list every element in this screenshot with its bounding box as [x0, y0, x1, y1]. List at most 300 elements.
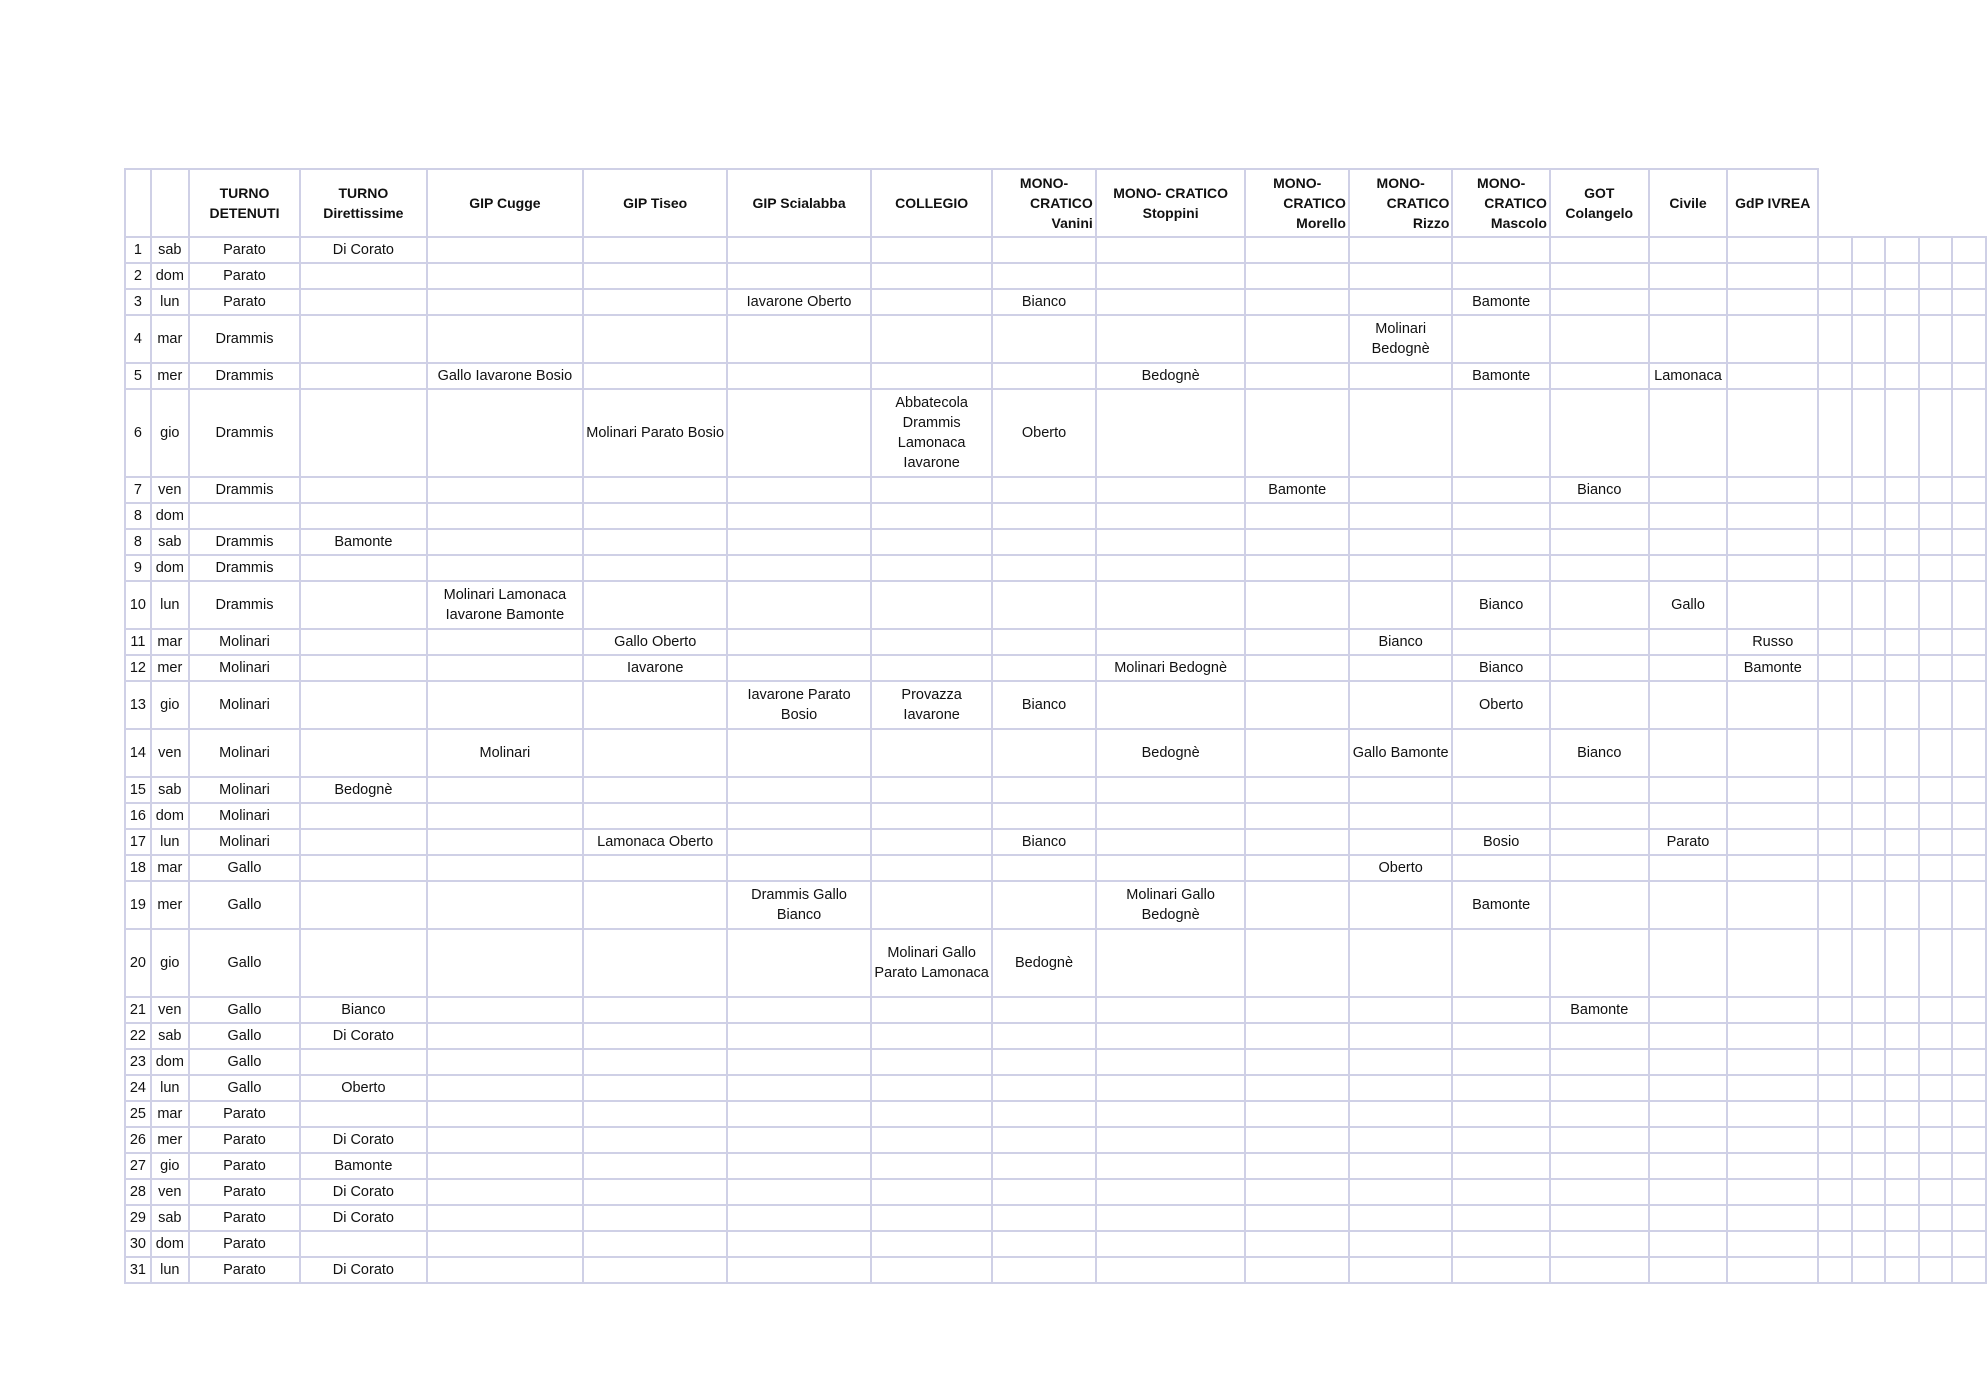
empty-cell [1952, 777, 1986, 803]
cell-monocratico-vanini [992, 655, 1095, 681]
cell-monocratico-vanini [992, 1205, 1095, 1231]
cell-monocratico-morello [1245, 881, 1348, 929]
empty-cell [1818, 803, 1852, 829]
cell-gdp-ivrea [1727, 581, 1818, 629]
cell-civile [1649, 1101, 1728, 1127]
cell-gip-cugge [427, 829, 584, 855]
day-of-week: dom [151, 263, 189, 289]
schedule-table [124, 168, 1987, 1284]
cell-civile [1649, 729, 1728, 777]
day-of-week: sab [151, 1023, 189, 1049]
header-line: MONO- [1477, 175, 1526, 191]
cell-monocratico-stoppini: Bedognè [1096, 729, 1246, 777]
cell-turno-detenuti: Drammis [189, 555, 300, 581]
empty-cell [1885, 581, 1919, 629]
header-line: Mascolo [1490, 215, 1547, 231]
cell-civile [1649, 1023, 1728, 1049]
empty-cell [1919, 1023, 1953, 1049]
cell-gip-tiseo [583, 1049, 727, 1075]
cell-monocratico-stoppini [1096, 1101, 1246, 1127]
empty-cell [1885, 1049, 1919, 1075]
cell-monocratico-stoppini [1096, 389, 1246, 477]
header-line: Morello [1296, 215, 1346, 231]
cell-gip-cugge [427, 315, 584, 363]
cell-monocratico-morello [1245, 389, 1348, 477]
cell-gip-scialabba: Iavarone Oberto [727, 289, 871, 315]
empty-cell [1852, 1153, 1886, 1179]
day-of-week: mer [151, 1127, 189, 1153]
cell-turno-detenuti: Drammis [189, 529, 300, 555]
cell-turno-direttissime [300, 729, 426, 777]
header-line: COLLEGIO [895, 195, 969, 211]
empty-cell [1852, 681, 1886, 729]
empty-cell [1818, 829, 1852, 855]
cell-gdp-ivrea [1727, 1179, 1818, 1205]
empty-cell [1818, 1127, 1852, 1153]
cell-gip-cugge [427, 1205, 584, 1231]
cell-gip-scialabba [727, 1153, 871, 1179]
cell-collegio [871, 315, 992, 363]
cell-turno-detenuti: Parato [189, 1205, 300, 1231]
cell-monocratico-rizzo: Gallo Bamonte [1349, 729, 1452, 777]
cell-gdp-ivrea [1727, 529, 1818, 555]
cell-gip-cugge [427, 1257, 584, 1283]
empty-cell [1885, 855, 1919, 881]
empty-cell [1952, 1101, 1986, 1127]
cell-gip-tiseo [583, 855, 727, 881]
cell-turno-direttissime: Di Corato [300, 237, 426, 263]
empty-cell [1919, 363, 1953, 389]
cell-got-colangelo [1550, 1257, 1649, 1283]
empty-cell [1885, 1179, 1919, 1205]
cell-gdp-ivrea [1727, 555, 1818, 581]
header-empty [1852, 169, 1886, 237]
cell-gip-scialabba [727, 263, 871, 289]
cell-civile [1649, 263, 1728, 289]
cell-collegio [871, 803, 992, 829]
row-number: 25 [125, 1101, 151, 1127]
table-row [125, 1257, 1986, 1283]
cell-civile [1649, 803, 1728, 829]
empty-cell [1952, 1231, 1986, 1257]
cell-civile [1649, 681, 1728, 729]
day-of-week: dom [151, 1049, 189, 1075]
cell-turno-direttissime [300, 629, 426, 655]
row-number: 3 [125, 289, 151, 315]
cell-monocratico-morello [1245, 855, 1348, 881]
cell-gip-tiseo: Gallo Oberto [583, 629, 727, 655]
header-line: TURNO [338, 185, 389, 201]
day-of-week: gio [151, 929, 189, 997]
cell-gip-tiseo [583, 363, 727, 389]
cell-got-colangelo: Bamonte [1550, 997, 1649, 1023]
empty-cell [1952, 1127, 1986, 1153]
cell-gip-cugge [427, 237, 584, 263]
empty-cell [1852, 777, 1886, 803]
empty-cell [1818, 289, 1852, 315]
cell-monocratico-rizzo [1349, 1127, 1452, 1153]
cell-turno-direttissime: Bamonte [300, 1153, 426, 1179]
row-number: 14 [125, 729, 151, 777]
cell-collegio [871, 363, 992, 389]
cell-civile [1649, 777, 1728, 803]
cell-monocratico-mascolo [1452, 315, 1550, 363]
cell-gip-scialabba [727, 315, 871, 363]
header-line: Stoppini [1142, 205, 1199, 221]
day-of-week: mer [151, 363, 189, 389]
cell-gip-cugge [427, 997, 584, 1023]
cell-monocratico-stoppini [1096, 1153, 1246, 1179]
empty-cell [1952, 1153, 1986, 1179]
empty-cell [1885, 929, 1919, 997]
cell-monocratico-rizzo [1349, 1075, 1452, 1101]
cell-monocratico-rizzo [1349, 881, 1452, 929]
header-empty [1919, 169, 1953, 237]
cell-got-colangelo [1550, 555, 1649, 581]
cell-gdp-ivrea [1727, 237, 1818, 263]
cell-monocratico-rizzo [1349, 1257, 1452, 1283]
cell-got-colangelo [1550, 1179, 1649, 1205]
cell-gip-scialabba [727, 777, 871, 803]
header-line: MONO- CRATICO [1113, 185, 1229, 201]
cell-civile [1649, 997, 1728, 1023]
cell-monocratico-vanini [992, 997, 1095, 1023]
empty-cell [1952, 655, 1986, 681]
cell-monocratico-rizzo [1349, 1179, 1452, 1205]
empty-cell [1852, 1231, 1886, 1257]
empty-cell [1952, 729, 1986, 777]
header-line: Vanini [1051, 215, 1093, 231]
empty-cell [1818, 581, 1852, 629]
header-empty [1818, 169, 1852, 237]
empty-cell [1818, 389, 1852, 477]
header-row [125, 169, 1986, 237]
cell-monocratico-stoppini [1096, 1127, 1246, 1153]
empty-cell [1885, 1257, 1919, 1283]
cell-monocratico-rizzo [1349, 1101, 1452, 1127]
empty-cell [1818, 363, 1852, 389]
cell-gip-tiseo [583, 681, 727, 729]
cell-turno-direttissime [300, 655, 426, 681]
cell-civile [1649, 503, 1728, 529]
day-of-week: mar [151, 315, 189, 363]
cell-gdp-ivrea: Bamonte [1727, 655, 1818, 681]
cell-monocratico-vanini: Bianco [992, 289, 1095, 315]
day-of-week: lun [151, 289, 189, 315]
cell-civile [1649, 855, 1728, 881]
cell-gip-tiseo [583, 729, 727, 777]
cell-got-colangelo [1550, 1127, 1649, 1153]
header-line: GIP Scialabba [752, 195, 846, 211]
cell-collegio [871, 1049, 992, 1075]
cell-civile [1649, 629, 1728, 655]
header-line: Rizzo [1412, 215, 1450, 231]
cell-monocratico-mascolo [1452, 729, 1550, 777]
cell-turno-direttissime [300, 315, 426, 363]
empty-cell [1919, 997, 1953, 1023]
cell-monocratico-vanini [992, 263, 1095, 289]
cell-turno-direttissime: Di Corato [300, 1127, 426, 1153]
cell-turno-direttissime [300, 581, 426, 629]
cell-collegio [871, 1153, 992, 1179]
cell-monocratico-morello [1245, 1231, 1348, 1257]
cell-monocratico-vanini [992, 855, 1095, 881]
empty-cell [1885, 289, 1919, 315]
day-of-week: sab [151, 237, 189, 263]
cell-turno-direttissime: Bedognè [300, 777, 426, 803]
cell-monocratico-stoppini: Molinari Bedognè [1096, 655, 1246, 681]
header-monocratico-stoppini [1096, 169, 1246, 237]
empty-cell [1952, 1075, 1986, 1101]
cell-monocratico-vanini [992, 1179, 1095, 1205]
cell-gip-cugge [427, 1075, 584, 1101]
empty-cell [1885, 503, 1919, 529]
empty-cell [1818, 929, 1852, 997]
cell-monocratico-stoppini [1096, 503, 1246, 529]
cell-gip-cugge [427, 655, 584, 681]
cell-gip-tiseo [583, 289, 727, 315]
cell-turno-direttissime: Bianco [300, 997, 426, 1023]
cell-turno-direttissime: Di Corato [300, 1179, 426, 1205]
cell-collegio [871, 1101, 992, 1127]
row-number: 9 [125, 555, 151, 581]
cell-monocratico-mascolo [1452, 1231, 1550, 1257]
cell-monocratico-rizzo [1349, 503, 1452, 529]
empty-cell [1852, 1179, 1886, 1205]
cell-turno-detenuti: Drammis [189, 389, 300, 477]
cell-turno-direttissime [300, 263, 426, 289]
empty-cell [1919, 829, 1953, 855]
cell-collegio: Molinari Gallo Parato Lamonaca [871, 929, 992, 997]
cell-turno-detenuti: Drammis [189, 477, 300, 503]
day-of-week: lun [151, 1075, 189, 1101]
table-body [125, 237, 1986, 1283]
empty-cell [1885, 1101, 1919, 1127]
row-number: 28 [125, 1179, 151, 1205]
table-row [125, 855, 1986, 881]
cell-civile [1649, 655, 1728, 681]
cell-gip-cugge [427, 1101, 584, 1127]
cell-monocratico-rizzo [1349, 581, 1452, 629]
cell-monocratico-vanini [992, 477, 1095, 503]
cell-monocratico-rizzo [1349, 289, 1452, 315]
cell-gip-cugge [427, 529, 584, 555]
cell-monocratico-morello [1245, 289, 1348, 315]
empty-cell [1885, 881, 1919, 929]
empty-cell [1919, 655, 1953, 681]
cell-monocratico-vanini: Bianco [992, 829, 1095, 855]
cell-gdp-ivrea [1727, 777, 1818, 803]
empty-cell [1885, 1023, 1919, 1049]
cell-turno-direttissime [300, 803, 426, 829]
cell-civile [1649, 1127, 1728, 1153]
empty-cell [1952, 1023, 1986, 1049]
cell-monocratico-stoppini: Molinari Gallo Bedognè [1096, 881, 1246, 929]
cell-gip-tiseo [583, 881, 727, 929]
cell-monocratico-mascolo [1452, 1153, 1550, 1179]
empty-cell [1919, 263, 1953, 289]
header-line: GIP Cugge [469, 195, 541, 211]
table-row [125, 555, 1986, 581]
empty-cell [1885, 1075, 1919, 1101]
empty-cell [1818, 1075, 1852, 1101]
cell-turno-direttissime [300, 555, 426, 581]
cell-gip-scialabba [727, 929, 871, 997]
cell-gip-cugge [427, 1179, 584, 1205]
cell-got-colangelo [1550, 529, 1649, 555]
cell-got-colangelo [1550, 1205, 1649, 1231]
row-number: 20 [125, 929, 151, 997]
empty-cell [1885, 1153, 1919, 1179]
cell-monocratico-mascolo: Bamonte [1452, 363, 1550, 389]
cell-turno-direttissime [300, 1101, 426, 1127]
cell-turno-direttissime [300, 503, 426, 529]
cell-turno-detenuti: Gallo [189, 881, 300, 929]
table-row [125, 529, 1986, 555]
cell-gip-scialabba: Iavarone Parato Bosio [727, 681, 871, 729]
header-line: MONO- [1376, 175, 1425, 191]
cell-monocratico-mascolo [1452, 1205, 1550, 1231]
table-row [125, 1049, 1986, 1075]
cell-monocratico-vanini [992, 629, 1095, 655]
empty-cell [1952, 581, 1986, 629]
cell-gip-cugge [427, 629, 584, 655]
cell-gip-tiseo: Iavarone [583, 655, 727, 681]
cell-monocratico-rizzo [1349, 363, 1452, 389]
cell-monocratico-mascolo [1452, 1179, 1550, 1205]
cell-gip-cugge [427, 681, 584, 729]
table-row [125, 997, 1986, 1023]
empty-cell [1885, 777, 1919, 803]
cell-collegio [871, 555, 992, 581]
cell-monocratico-stoppini [1096, 997, 1246, 1023]
cell-gip-tiseo [583, 929, 727, 997]
cell-monocratico-rizzo [1349, 263, 1452, 289]
cell-turno-detenuti: Drammis [189, 363, 300, 389]
cell-turno-direttissime [300, 389, 426, 477]
cell-monocratico-stoppini [1096, 1205, 1246, 1231]
cell-got-colangelo [1550, 1075, 1649, 1101]
header-turno-detenuti [189, 169, 300, 237]
table-row [125, 655, 1986, 681]
cell-monocratico-morello [1245, 1179, 1348, 1205]
cell-monocratico-mascolo: Bianco [1452, 581, 1550, 629]
cell-collegio [871, 629, 992, 655]
cell-monocratico-mascolo [1452, 555, 1550, 581]
cell-got-colangelo [1550, 881, 1649, 929]
row-number: 27 [125, 1153, 151, 1179]
cell-monocratico-stoppini [1096, 803, 1246, 829]
day-of-week: dom [151, 503, 189, 529]
cell-gip-tiseo [583, 503, 727, 529]
empty-cell [1919, 777, 1953, 803]
cell-gip-tiseo [583, 477, 727, 503]
cell-monocratico-mascolo [1452, 855, 1550, 881]
cell-monocratico-stoppini [1096, 529, 1246, 555]
cell-monocratico-stoppini [1096, 1049, 1246, 1075]
cell-monocratico-mascolo: Oberto [1452, 681, 1550, 729]
empty-cell [1818, 503, 1852, 529]
cell-gdp-ivrea [1727, 681, 1818, 729]
cell-turno-detenuti: Parato [189, 263, 300, 289]
cell-monocratico-morello: Bamonte [1245, 477, 1348, 503]
empty-cell [1919, 1257, 1953, 1283]
cell-collegio: Abbatecola Drammis Lamonaca Iavarone [871, 389, 992, 477]
empty-cell [1885, 1127, 1919, 1153]
cell-got-colangelo: Bianco [1550, 729, 1649, 777]
empty-cell [1852, 829, 1886, 855]
cell-monocratico-vanini [992, 1257, 1095, 1283]
empty-cell [1852, 363, 1886, 389]
cell-turno-detenuti: Molinari [189, 829, 300, 855]
row-number: 6 [125, 389, 151, 477]
cell-got-colangelo [1550, 803, 1649, 829]
cell-turno-detenuti [189, 503, 300, 529]
cell-turno-direttissime [300, 681, 426, 729]
empty-cell [1852, 477, 1886, 503]
empty-cell [1818, 1101, 1852, 1127]
cell-got-colangelo [1550, 363, 1649, 389]
header-line: CRATICO [1386, 195, 1450, 211]
empty-cell [1818, 1179, 1852, 1205]
cell-gdp-ivrea [1727, 477, 1818, 503]
table-row [125, 315, 1986, 363]
cell-gip-tiseo [583, 1205, 727, 1231]
cell-monocratico-stoppini [1096, 263, 1246, 289]
empty-cell [1818, 237, 1852, 263]
cell-gdp-ivrea [1727, 389, 1818, 477]
empty-cell [1952, 803, 1986, 829]
cell-turno-direttissime [300, 829, 426, 855]
cell-civile [1649, 1049, 1728, 1075]
empty-cell [1852, 529, 1886, 555]
cell-gip-scialabba [727, 555, 871, 581]
cell-monocratico-morello [1245, 1205, 1348, 1231]
empty-cell [1919, 1127, 1953, 1153]
empty-cell [1818, 729, 1852, 777]
empty-cell [1952, 555, 1986, 581]
empty-cell [1818, 855, 1852, 881]
cell-gip-cugge: Gallo Iavarone Bosio [427, 363, 584, 389]
cell-gip-cugge [427, 289, 584, 315]
cell-monocratico-stoppini [1096, 581, 1246, 629]
empty-cell [1919, 681, 1953, 729]
cell-monocratico-vanini [992, 363, 1095, 389]
cell-monocratico-morello [1245, 997, 1348, 1023]
table-row [125, 1153, 1986, 1179]
cell-monocratico-rizzo [1349, 555, 1452, 581]
cell-turno-detenuti: Molinari [189, 655, 300, 681]
empty-cell [1919, 503, 1953, 529]
cell-got-colangelo [1550, 1231, 1649, 1257]
empty-cell [1852, 263, 1886, 289]
cell-monocratico-mascolo [1452, 503, 1550, 529]
cell-got-colangelo [1550, 929, 1649, 997]
cell-gip-scialabba [727, 855, 871, 881]
day-of-week: mar [151, 1101, 189, 1127]
cell-gip-scialabba [727, 237, 871, 263]
cell-gip-cugge [427, 477, 584, 503]
cell-gdp-ivrea [1727, 363, 1818, 389]
cell-gip-scialabba [727, 829, 871, 855]
cell-monocratico-vanini [992, 581, 1095, 629]
cell-monocratico-morello [1245, 315, 1348, 363]
day-of-week: sab [151, 1205, 189, 1231]
cell-monocratico-stoppini [1096, 315, 1246, 363]
cell-monocratico-rizzo [1349, 777, 1452, 803]
cell-civile: Gallo [1649, 581, 1728, 629]
row-number: 13 [125, 681, 151, 729]
